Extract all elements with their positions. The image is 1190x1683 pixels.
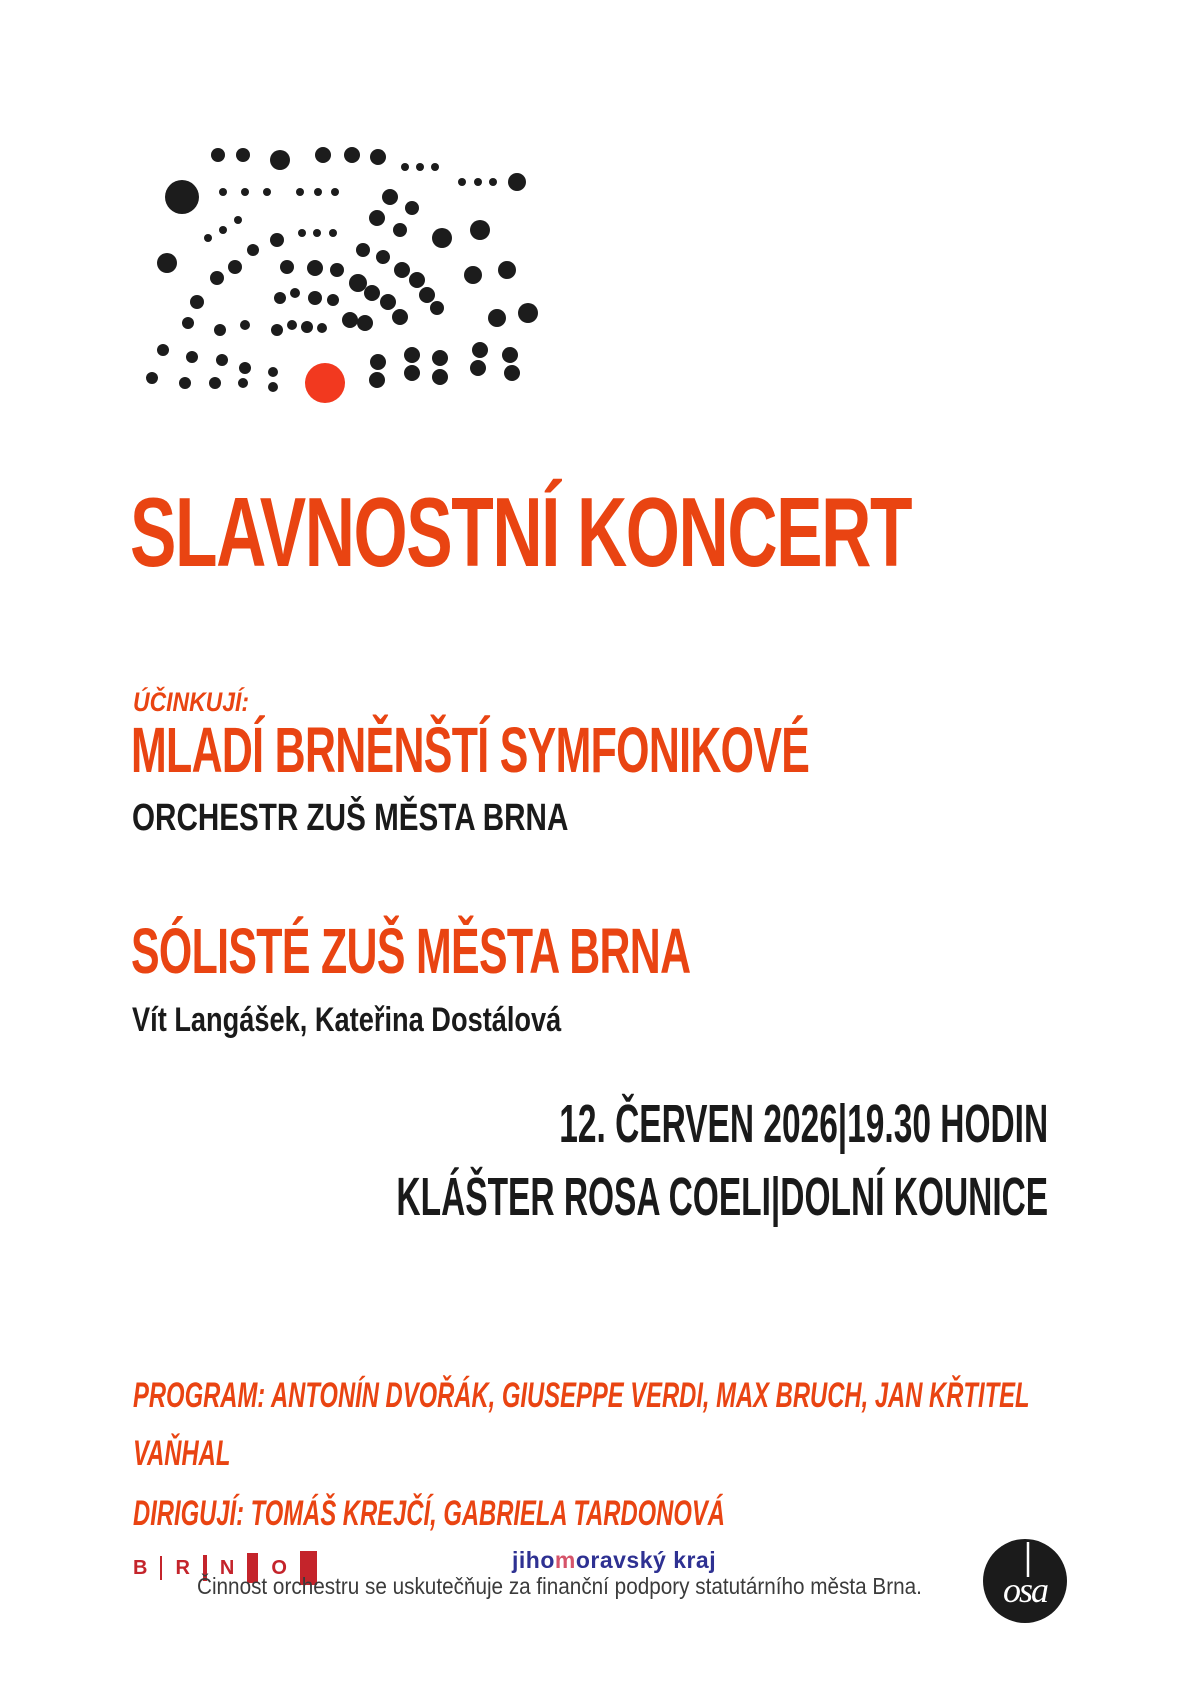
region-logo-part-1: jiho (512, 1547, 555, 1573)
orchestra-dot (327, 294, 339, 306)
orchestra-dot (314, 188, 322, 196)
orchestra-dot (313, 229, 321, 237)
orchestra-dot (190, 295, 204, 309)
program-line-2: VAŇHAL (133, 1434, 231, 1473)
orchestra-dot (488, 309, 506, 327)
orchestra-dot (287, 320, 297, 330)
support-statement: Činnost orchestru se uskutečňuje za finanční podpory statutárního města Brna. (197, 1573, 922, 1599)
orchestra-dot (270, 233, 284, 247)
orchestra-dot (472, 342, 488, 358)
orchestra-dot (342, 312, 358, 328)
event-venue: KLÁŠTER ROSA COELI|DOLNÍ KOUNICE (396, 1167, 1048, 1227)
orchestra-dot (404, 347, 420, 363)
orchestra-dot (474, 178, 482, 186)
orchestra-dot (382, 189, 398, 205)
orchestra-name-heading: MLADÍ BRNĚNŠTÍ SYMFONIKOVÉ (131, 714, 810, 786)
orchestra-dot (268, 382, 278, 392)
orchestra-dot (504, 365, 520, 381)
orchestra-dot (219, 188, 227, 196)
orchestra-dot (186, 351, 198, 363)
conductors-text: DIRIGUJÍ: TOMÁŠ KREJČÍ, GABRIELA TARDONOVÁ (133, 1494, 725, 1533)
program-line-1: PROGRAM: ANTONÍN DVOŘÁK, GIUSEPPE VERDI, MAX BRUCH, JAN KŘTITEL (133, 1376, 1030, 1415)
orchestra-dot (370, 149, 386, 165)
orchestra-dot (179, 377, 191, 389)
orchestra-dot (364, 285, 380, 301)
orchestra-dot (432, 369, 448, 385)
orchestra-dot (274, 292, 286, 304)
region-logo-part-2: m (554, 1547, 576, 1573)
orchestra-dot (502, 347, 518, 363)
orchestra-dot (210, 271, 224, 285)
orchestra-dot (464, 266, 482, 284)
orchestra-dot (401, 163, 409, 171)
orchestra-dot (240, 320, 250, 330)
event-info (0, 1088, 1048, 1234)
orchestra-dot (307, 260, 323, 276)
soloists-names: Vít Langášek, Kateřina Dostálová (132, 1001, 562, 1039)
orchestra-dot (165, 180, 199, 214)
brno-logo-letter-b: B (133, 1557, 148, 1579)
orchestra-dot (404, 365, 420, 381)
orchestra-dot (369, 372, 385, 388)
osa-logo-text: osa (1002, 1570, 1048, 1610)
orchestra-dot (518, 303, 538, 323)
orchestra-dot (308, 291, 322, 305)
orchestra-dot (376, 250, 390, 264)
brno-logo-letter-r: R (175, 1557, 190, 1579)
orchestra-dot (432, 228, 452, 248)
conductor-red-dot (305, 363, 345, 403)
orchestra-dot (157, 253, 177, 273)
orchestra-dot (470, 360, 486, 376)
orchestra-dot (315, 147, 331, 163)
orchestra-dot (416, 163, 424, 171)
orchestra-dots-logo (120, 120, 560, 420)
orchestra-dot (432, 350, 448, 366)
orchestra-dot (271, 324, 283, 336)
orchestra-dot (211, 148, 225, 162)
orchestra-dot (270, 150, 290, 170)
orchestra-dot (370, 354, 386, 370)
orchestra-dot (241, 188, 249, 196)
orchestra-dot (238, 378, 248, 388)
orchestra-dot (157, 344, 169, 356)
orchestra-dot (349, 274, 367, 292)
orchestra-dot (280, 260, 294, 274)
orchestra-dot (331, 188, 339, 196)
orchestra-dot (204, 234, 212, 242)
orchestra-dot (392, 309, 408, 325)
orchestra-dot (146, 372, 158, 384)
orchestra-dot (393, 223, 407, 237)
orchestra-dot (296, 188, 304, 196)
orchestra-dot (470, 220, 490, 240)
osa-logo (983, 1539, 1067, 1623)
orchestra-dot (239, 362, 251, 374)
orchestra-dot (317, 323, 327, 333)
page-title-text: SLAVNOSTNÍ KONCERT (130, 477, 912, 587)
orchestra-dot (329, 229, 337, 237)
orchestra-dot (209, 377, 221, 389)
orchestra-dot (234, 216, 242, 224)
soloists-heading: SÓLISTÉ ZUŠ MĚSTA BRNA (131, 915, 691, 987)
south-moravian-region-logo (512, 1549, 716, 1572)
orchestra-dot (236, 148, 250, 162)
orchestra-dot (489, 178, 497, 186)
orchestra-dot (228, 260, 242, 274)
orchestra-dot (214, 324, 226, 336)
brno-logo-bar (160, 1556, 162, 1580)
brno-logo-letter-o: O (271, 1557, 287, 1579)
orchestra-dot (431, 163, 439, 171)
orchestra-dot (409, 272, 425, 288)
program-text (133, 1367, 1190, 1483)
orchestra-dot (498, 261, 516, 279)
orchestra-dot (380, 294, 396, 310)
orchestra-dot (263, 188, 271, 196)
orchestra-dot (268, 367, 278, 377)
orchestra-dot (344, 147, 360, 163)
orchestra-dot (298, 229, 306, 237)
orchestra-dot (394, 262, 410, 278)
orchestra-dot (419, 287, 435, 303)
orchestra-dot (330, 263, 344, 277)
page-title (130, 477, 1190, 587)
performers-label: ÚČINKUJÍ: (133, 687, 250, 717)
orchestra-dot (356, 243, 370, 257)
orchestra-dot (216, 354, 228, 366)
orchestra-dot (430, 301, 444, 315)
orchestra-subtitle: ORCHESTR ZUŠ MĚSTA BRNA (132, 797, 569, 839)
orchestra-dot (357, 315, 373, 331)
orchestra-dot (247, 244, 259, 256)
orchestra-dot (219, 226, 227, 234)
orchestra-dot (369, 210, 385, 226)
brno-logo-letter-n: N (219, 1557, 235, 1579)
orchestra-dot (458, 178, 466, 186)
orchestra-dot (301, 321, 313, 333)
orchestra-dot (290, 288, 300, 298)
orchestra-dot (405, 201, 419, 215)
orchestra-dot (508, 173, 526, 191)
orchestra-dot (182, 317, 194, 329)
event-date-time: 12. ČERVEN 2026|19.30 HODIN (559, 1094, 1048, 1154)
region-logo-part-3: oravský kraj (575, 1547, 717, 1573)
